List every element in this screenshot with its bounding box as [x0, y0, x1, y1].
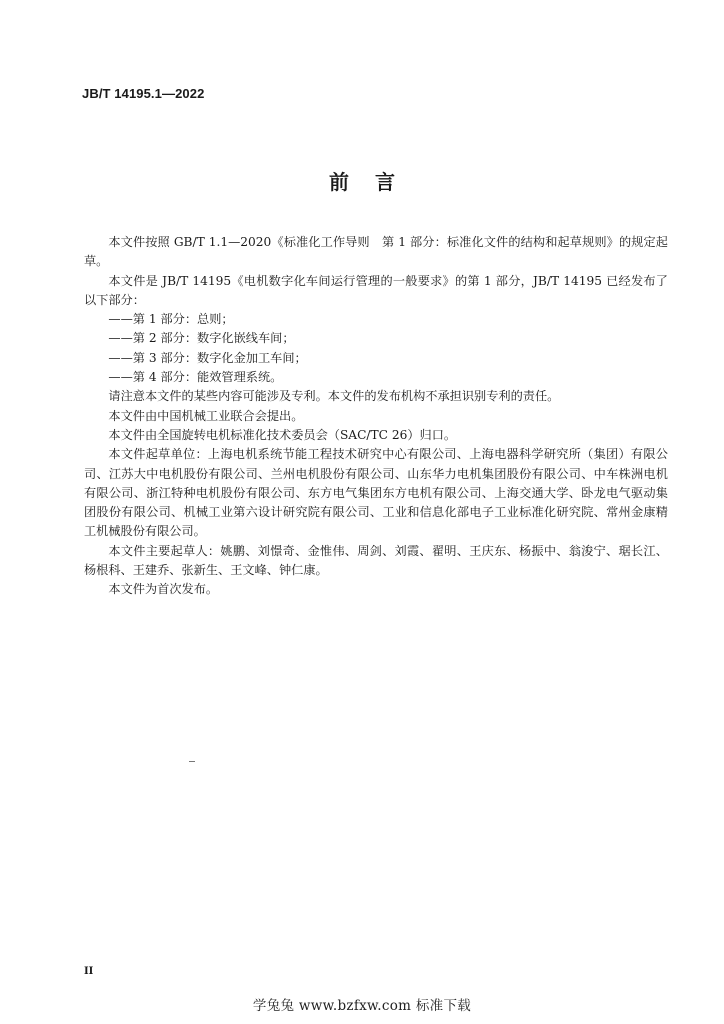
paragraph-technical-committee: 本文件由全国旋转电机标准化技术委员会（SAC/TC 26）归口。 [108, 427, 457, 442]
paragraph-patent-notice: 请注意本文件的某些内容可能涉及专利。本文件的发布机构不承担识别专利的责任。 [108, 389, 560, 404]
paragraph-first-edition: 本文件为首次发布。 [108, 582, 219, 597]
list-item-part-2: ——第 2 部分：数字化嵌线车间； [108, 331, 295, 346]
list-item-part-1: ——第 1 部分：总则； [108, 312, 234, 327]
paragraph-proposer: 本文件由中国机械工业联合会提出。 [108, 408, 304, 423]
paragraph-drafters: 本文件主要起草人：姚鹏、刘憬奇、金惟伟、周剑、刘霞、翟明、王庆东、杨振中、翁浚宁、琚长江、杨根科、王建乔、张新生、王文峰、钟仁康。 [84, 543, 668, 578]
list-item-part-3: ——第 3 部分：数字化金加工车间； [108, 350, 307, 365]
paragraph-series-info: 本文件是 JB/T 14195《电机数字化车间运行管理的一般要求》的第 1 部分，JB/T 14195 已经发布了以下部分： [84, 273, 668, 307]
list-item-part-4: ——第 4 部分：能效管理系统。 [108, 370, 283, 385]
foreword-body [84, 233, 668, 600]
document-code: JB/T 14195.1—2022 [82, 86, 205, 101]
page-number: II [84, 966, 94, 977]
paragraph-drafting-basis: 本文件按照 GB/T 1.1—2020《标准化工作导则 第 1 部分：标准化文件的结构和起草规则》的规定起草。 [84, 235, 668, 269]
watermark: 学兔兔 www.bzfxw.com 标准下载 [252, 998, 472, 1014]
scan-artifact [189, 761, 195, 762]
paragraph-drafting-units: 本文件起草单位：上海电机系统节能工程技术研究中心有限公司、上海电器科学研究所（集团）有限公司、江苏大中电机股份有限公司、兰州电机股份有限公司、山东华力电机集团股份有限公司、中车株洲电机有限公司、浙江特种电机股份有限公司、东方电气集团东方电机有限公司、上海交通大学、卧龙电气驱动集团股份有限公司、机械工业第六设计研究院有限公司、工业和信息化部电子工业标准化研究院、常州金康精工机械股份有限公司。 [84, 447, 668, 539]
page-title: 前言 [329, 170, 421, 194]
